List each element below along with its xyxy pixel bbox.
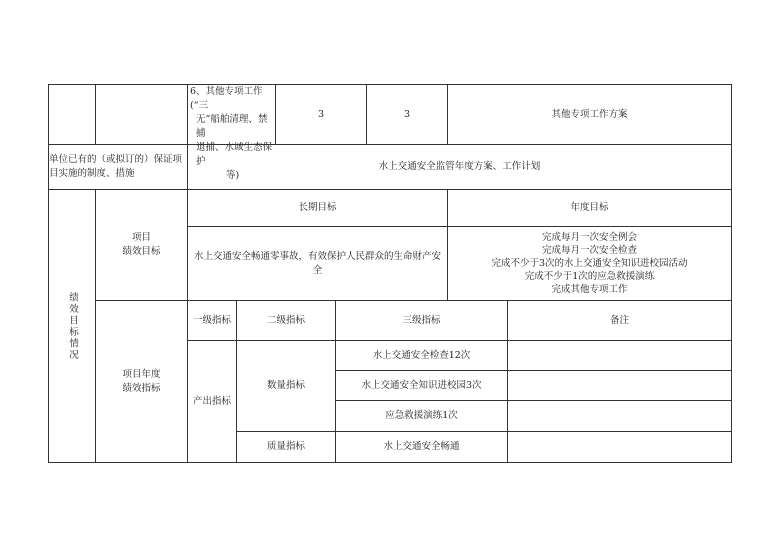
item-line: 6、其他专项工作(“三 <box>190 86 263 111</box>
rule <box>731 84 732 463</box>
level3-header: 三级指标 <box>402 314 441 326</box>
goal-line: 完成不少于1次的应急救援演练 <box>524 271 655 282</box>
quality-item: 水上交通安全畅通 <box>383 441 460 452</box>
item-line: 退捕、水域生态保护 <box>196 142 273 167</box>
guarantee-measures-label <box>49 145 187 189</box>
rule <box>48 462 732 463</box>
level2-header: 二级指标 <box>266 314 305 326</box>
goal-line: 完成每月一次安全检查 <box>541 245 637 256</box>
level1-header: 一级指标 <box>192 314 231 326</box>
quality-indicator-label: 质量指标 <box>266 441 305 452</box>
label-line: 项目年度 <box>122 368 161 380</box>
annual-indicator-label <box>96 301 187 462</box>
goal-line: 完成其他专项工作 <box>551 284 628 295</box>
plan-cell: 其他专项工作方案 <box>551 108 628 120</box>
annual-goal-header: 年度目标 <box>570 202 609 213</box>
quantity-item: 水上交通安全检查12次 <box>372 349 471 361</box>
value-cell-2: 3 <box>403 108 411 120</box>
remark-header: 备注 <box>609 314 629 326</box>
label-line: 项目 <box>131 232 151 243</box>
value-cell-1: 3 <box>317 108 325 120</box>
goal-line: 完成每月一次安全例会 <box>541 232 637 243</box>
performance-section-label <box>49 190 95 462</box>
goal-line: 水上交通安全畅通零事故，有效保护人民群众的生命财产安 <box>193 250 441 262</box>
performance-label-text: 绩效目标情况 <box>67 291 78 361</box>
item-line: 无”船舶清理、禁捕 <box>196 114 268 139</box>
project-goal-label <box>96 190 187 300</box>
item-line: 等) <box>226 170 240 181</box>
special-work-item-cell <box>190 85 274 181</box>
label-line: 绩效指标 <box>122 382 161 394</box>
label-line: 目实施的制度、措施 <box>49 168 135 179</box>
rule <box>95 84 96 144</box>
output-indicator-label: 产出指标 <box>192 395 231 407</box>
goal-line: 完成不少于3次的水上交通安全知识进校园活动 <box>491 258 688 269</box>
annual-goal-content <box>448 227 731 300</box>
label-line: 单位已有的（或拟订的）保证项 <box>49 154 183 165</box>
label-line: 绩效目标 <box>122 246 161 257</box>
long-term-goal-header: 长期目标 <box>298 202 337 213</box>
guarantee-measures-content: 水上交通安全监管年度方案、工作计划 <box>378 161 541 172</box>
quantity-item: 水上交通安全知识进校园3次 <box>361 379 482 391</box>
goal-line: 全 <box>312 264 323 276</box>
quantity-item: 应急救援演练1次 <box>385 410 458 421</box>
quantity-indicator-label: 数量指标 <box>266 380 305 391</box>
long-term-goal-content <box>188 227 447 300</box>
